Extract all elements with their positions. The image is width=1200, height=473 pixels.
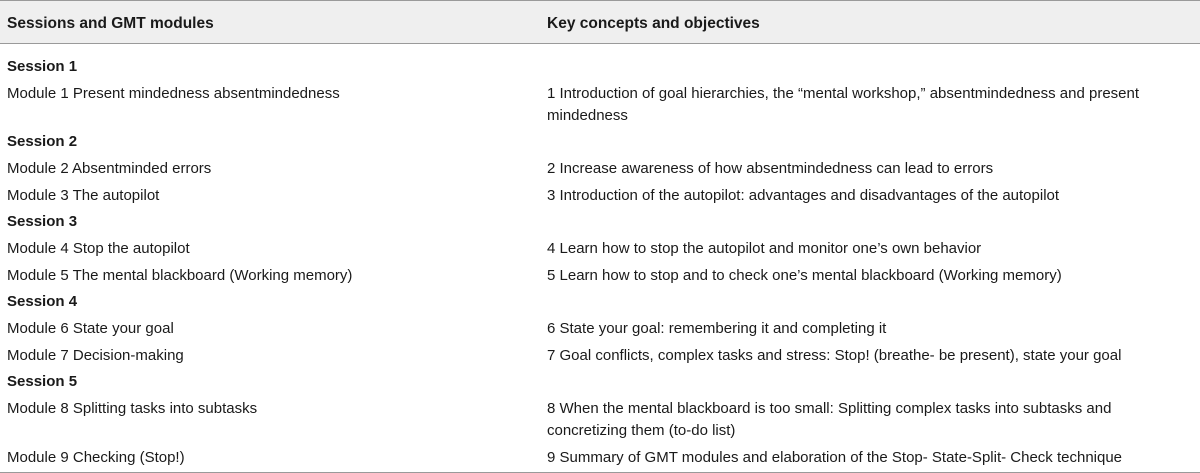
objective-cell: 6 State your goal: remembering it and completing it (547, 320, 887, 337)
objective-cell: 9 Summary of GMT modules and elaboration of the Stop- State-Split- Check technique (547, 449, 1123, 466)
objective-cell: 7 Goal conflicts, complex tasks and stress: Stop! (breathe- be present), state your goal (547, 347, 1122, 364)
module-cell: Module 5 The mental blackboard (Working memory) (7, 267, 353, 284)
objective-cell: 2 Increase awareness of how absentmindedness can lead to errors (547, 160, 994, 177)
table-row (0, 265, 1200, 287)
table-row (0, 238, 1200, 260)
module-cell: Module 9 Checking (Stop!) (7, 449, 185, 466)
module-cell: Module 1 Present mindedness absentmindedness (7, 85, 340, 102)
table-row (0, 371, 1200, 393)
module-cell: Module 2 Absentminded errors (7, 160, 212, 177)
table-row (0, 345, 1200, 367)
objective-cell: 8 When the mental blackboard is too small: Splitting complex tasks into subtasks and concretizing them (to-do list) (547, 400, 1112, 439)
session-label: Session 5 (7, 373, 78, 390)
objective-cell: 5 Learn how to stop and to check one’s mental blackboard (Working memory) (547, 267, 1062, 284)
objective-cell: 3 Introduction of the autopilot: advantages and disadvantages of the autopilot (547, 187, 1060, 204)
header-key-concepts: Key concepts and objectives (547, 15, 760, 32)
table-row (0, 185, 1200, 207)
session-label: Session 3 (7, 213, 78, 230)
table-row (0, 56, 1200, 78)
objective-cell: 4 Learn how to stop the autopilot and monitor one’s own behavior (547, 240, 982, 257)
table-row (0, 83, 1200, 127)
table-row (0, 398, 1200, 442)
session-label: Session 4 (7, 293, 78, 310)
table-header (0, 0, 1200, 44)
module-cell: Module 8 Splitting tasks into subtasks (7, 400, 258, 417)
session-label: Session 2 (7, 133, 78, 150)
module-cell: Module 6 State your goal (7, 320, 174, 337)
module-cell: Module 4 Stop the autopilot (7, 240, 190, 257)
header-sessions-modules: Sessions and GMT modules (7, 15, 214, 32)
table-row (0, 158, 1200, 180)
table-row (0, 447, 1200, 469)
table-row (0, 211, 1200, 233)
table-row (0, 131, 1200, 153)
objective-cell: 1 Introduction of goal hierarchies, the “mental workshop,” absentmindedness and present mindedness (547, 85, 1140, 124)
module-cell: Module 7 Decision-making (7, 347, 184, 364)
table-row (0, 318, 1200, 340)
table-row (0, 291, 1200, 313)
session-label: Session 1 (7, 58, 78, 75)
module-cell: Module 3 The autopilot (7, 187, 160, 204)
